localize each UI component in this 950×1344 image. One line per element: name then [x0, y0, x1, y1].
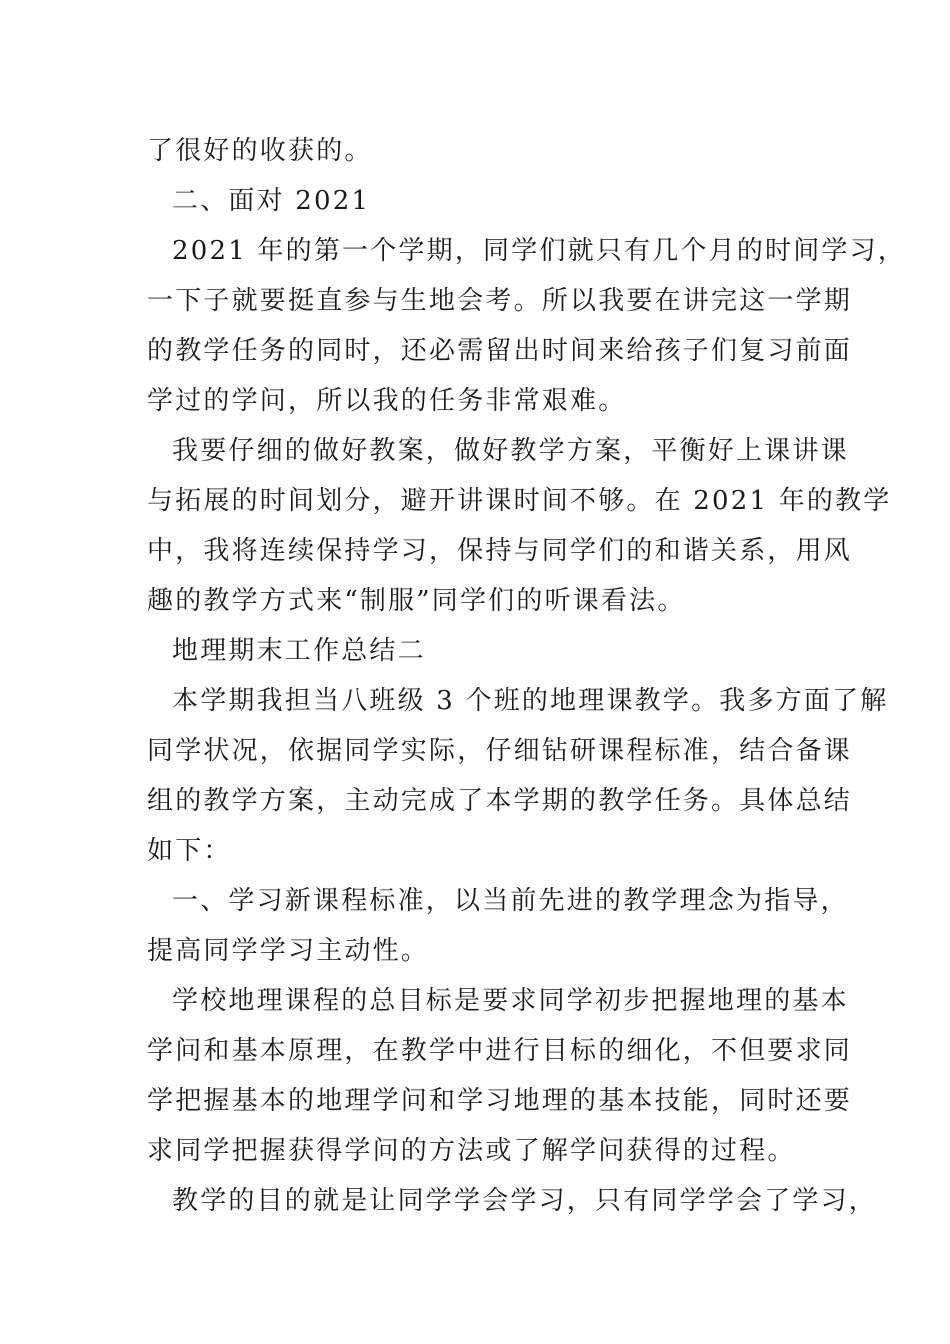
paragraph-first-line: 学校地理课程的总目标是要求同学初步把握地理的基本 [172, 986, 849, 1016]
text-line: 学问和基本原理，在教学中进行目标的细化，不但要求同 [147, 1036, 853, 1066]
section-heading: 一、学习新课程标准，以当前先进的教学理念为指导， [172, 886, 849, 916]
text-line: 了很好的收获的。 [147, 136, 373, 166]
text-line: 中，我将连续保持学习，保持与同学们的和谐关系，用风 [147, 536, 853, 566]
text-line: 提高同学学习主动性。 [147, 936, 430, 966]
paragraph-first-line: 2021 年的第一个学期，同学们就只有几个月的时间学习， [172, 236, 907, 266]
text-line: 组的教学方案，主动完成了本学期的教学任务。具体总结 [147, 786, 853, 816]
text-line: 如下： [147, 836, 232, 866]
paragraph-first-line: 我要仔细的做好教案，做好教学方案，平衡好上课讲课 [172, 436, 849, 466]
text-line: 学把握基本的地理学问和学习地理的基本技能，同时还要 [147, 1086, 853, 1116]
text-line: 趣的教学方式来“制服”同学们的听课看法。 [147, 586, 686, 616]
text-line: 同学状况，依据同学实际，仔细钻研课程标准，结合备课 [147, 736, 853, 766]
section-heading: 二、面对 2021 [172, 186, 371, 216]
paragraph-first-line: 本学期我担当八班级 3 个班的地理课教学。我多方面了解 [172, 686, 889, 716]
section-title: 地理期末工作总结二 [172, 636, 426, 666]
text-line: 与拓展的时间划分，避开讲课时间不够。在 2021 年的教学 [147, 486, 892, 516]
text-line: 求同学把握获得学问的方法或了解学问获得的过程。 [147, 1136, 796, 1166]
text-line: 的教学任务的同时，还必需留出时间来给孩子们复习前面 [147, 336, 853, 366]
text-line: 学过的学问，所以我的任务非常艰难。 [147, 386, 627, 416]
paragraph-first-line: 教学的目的就是让同学学会学习，只有同学学会了学习， [172, 1186, 878, 1216]
text-line: 一下子就要挺直参与生地会考。所以我要在讲完这一学期 [147, 286, 853, 316]
